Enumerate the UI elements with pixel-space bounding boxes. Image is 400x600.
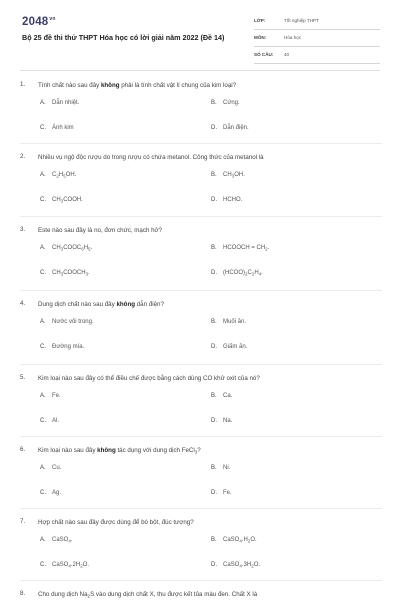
option-letter: C. bbox=[40, 197, 46, 203]
option-text: $CH_3COOH$. bbox=[52, 197, 83, 204]
question-text: Dung dịch chất nào sau đây không dẫn điện? bbox=[38, 301, 164, 308]
question-separator bbox=[20, 290, 382, 291]
header-divider bbox=[20, 70, 380, 71]
option-text: Cu. bbox=[52, 465, 62, 471]
option-letter: B. bbox=[211, 537, 217, 543]
answer-option[interactable] bbox=[40, 465, 61, 471]
answer-option[interactable] bbox=[40, 393, 61, 399]
answer-option[interactable] bbox=[40, 245, 92, 252]
option-letter: B. bbox=[211, 319, 217, 325]
option-text: $CH_3OH$. bbox=[223, 172, 245, 179]
question-separator bbox=[20, 143, 382, 144]
answer-option[interactable] bbox=[211, 393, 232, 399]
question-item bbox=[20, 518, 382, 588]
answer-option[interactable] bbox=[40, 537, 73, 544]
question-separator bbox=[20, 364, 382, 365]
answer-option[interactable] bbox=[211, 418, 232, 424]
option-letter: C. bbox=[40, 270, 46, 276]
option-letter: D. bbox=[211, 562, 217, 568]
option-letter: D. bbox=[211, 490, 217, 496]
option-text: Giấm ăn. bbox=[223, 344, 248, 350]
option-letter: A. bbox=[40, 465, 46, 471]
option-text: Na. bbox=[223, 418, 233, 424]
question-item bbox=[20, 226, 382, 296]
option-letter: A. bbox=[40, 393, 46, 399]
question-number: 6. bbox=[20, 446, 26, 453]
option-text: Dẫn điện. bbox=[223, 125, 249, 131]
logo-suffix: vn bbox=[49, 16, 56, 22]
option-text: $CaSO_4.2H_2O$. bbox=[52, 562, 90, 569]
option-letter: D. bbox=[211, 125, 217, 131]
question-item bbox=[20, 374, 382, 444]
option-letter: B. bbox=[211, 172, 217, 178]
answer-option[interactable] bbox=[40, 562, 89, 569]
question-text: Hợp chất nào sau đây được dùng để bó bột, đúc tượng? bbox=[38, 519, 194, 526]
question-text: Nhiều vụ ngộ độc rượu do trong rượu có chứa metanol. Công thức của metanol là bbox=[38, 154, 264, 161]
question-number: 7. bbox=[20, 518, 26, 525]
answer-option[interactable] bbox=[40, 125, 74, 131]
meta-label: LỚP: bbox=[254, 18, 266, 23]
answer-option[interactable] bbox=[40, 319, 94, 325]
site-logo[interactable] bbox=[22, 16, 56, 28]
question-number: 8. bbox=[20, 590, 26, 597]
option-letter: B. bbox=[211, 245, 217, 251]
option-text: Nước vôi trong. bbox=[52, 319, 94, 325]
meta-row-count bbox=[254, 48, 380, 64]
answer-option[interactable] bbox=[40, 270, 90, 277]
answer-option[interactable] bbox=[211, 465, 230, 471]
answer-option[interactable] bbox=[211, 270, 263, 277]
question-item bbox=[20, 81, 382, 151]
option-letter: C. bbox=[40, 418, 46, 424]
meta-label: MÔN: bbox=[254, 35, 267, 40]
document-meta bbox=[254, 14, 380, 64]
option-text: Cứng. bbox=[223, 100, 240, 106]
meta-label: SỐ CÂU: bbox=[254, 52, 274, 57]
option-text: Fe. bbox=[223, 490, 232, 496]
question-item bbox=[20, 153, 382, 223]
option-letter: B. bbox=[211, 100, 217, 106]
question-text: Cho dung dịch $Na_2S$ vào dung dịch chất X, thu được kết tủa màu đen. Chất X là bbox=[38, 591, 258, 599]
question-text: Tính chất nào sau đây không phải là tính chất vật lí chung của kim loại? bbox=[38, 82, 237, 89]
question-number: 5. bbox=[20, 374, 26, 381]
answer-option[interactable] bbox=[211, 125, 249, 131]
document-title: Bộ 25 đề thi thử THPT Hóa học có lời giải năm 2022 (Đề 14) bbox=[22, 33, 225, 42]
option-letter: B. bbox=[211, 393, 217, 399]
option-letter: D. bbox=[211, 270, 217, 276]
question-item bbox=[20, 300, 382, 370]
answer-option[interactable] bbox=[211, 100, 240, 106]
option-letter: C. bbox=[40, 490, 46, 496]
meta-value: Tốt nghiệp THPT bbox=[284, 18, 319, 23]
option-letter: A. bbox=[40, 172, 46, 178]
option-letter: C. bbox=[40, 562, 46, 568]
answer-option[interactable] bbox=[211, 319, 246, 325]
answer-option[interactable] bbox=[40, 172, 76, 179]
question-text: Kim loại nào sau đây không tác dụng với dung dịch FeCl$_3$? bbox=[38, 447, 201, 455]
answer-option[interactable] bbox=[211, 562, 260, 569]
option-letter: A. bbox=[40, 319, 46, 325]
meta-value: 40 bbox=[284, 52, 290, 57]
question-number: 2. bbox=[20, 153, 26, 160]
question-separator bbox=[20, 436, 382, 437]
option-letter: A. bbox=[40, 537, 46, 543]
meta-row-class bbox=[254, 14, 380, 30]
question-separator bbox=[20, 216, 382, 217]
option-letter: A. bbox=[40, 245, 46, 251]
option-text: $CaSO_4.3H_2O$. bbox=[223, 562, 261, 569]
logo-text: 2048 bbox=[22, 16, 49, 28]
option-text: CaSO$_4$. bbox=[52, 537, 73, 544]
answer-option[interactable] bbox=[40, 418, 59, 424]
option-text: Fe. bbox=[52, 393, 61, 399]
option-text: Muối ăn. bbox=[223, 319, 247, 325]
question-number: 3. bbox=[20, 226, 26, 233]
option-text: $CH_3COOCH_3$. bbox=[52, 270, 90, 277]
option-letter: D. bbox=[211, 344, 217, 350]
meta-row-subject bbox=[254, 31, 380, 47]
question-number: 4. bbox=[20, 300, 26, 307]
option-letter: C. bbox=[40, 344, 46, 350]
option-text: Ni. bbox=[223, 465, 231, 471]
question-separator bbox=[20, 508, 382, 509]
question-separator bbox=[20, 580, 382, 581]
answer-option[interactable] bbox=[211, 197, 242, 203]
question-text: Kim loại nào sau đây có thể điều chế được bằng cách dùng CO khử oxit của nó? bbox=[38, 375, 260, 382]
option-letter: C. bbox=[40, 125, 46, 131]
question-item bbox=[20, 590, 382, 600]
answer-option[interactable] bbox=[211, 537, 257, 544]
option-text: Đường mía. bbox=[52, 344, 85, 350]
option-text: Ag. bbox=[52, 490, 62, 496]
option-letter: B. bbox=[211, 465, 217, 471]
option-text: HCOOCH = $CH_2$. bbox=[223, 245, 270, 252]
answer-option[interactable] bbox=[40, 344, 84, 350]
option-text: Ca. bbox=[223, 393, 233, 399]
option-text: HCHO. bbox=[223, 197, 243, 203]
option-text: Dẫn nhiệt. bbox=[52, 100, 80, 106]
option-text: $(HCOO)_2C_2H_4$. bbox=[223, 270, 263, 277]
question-number: 1. bbox=[20, 81, 26, 88]
option-letter: A. bbox=[40, 100, 46, 106]
option-text: Ánh kim bbox=[52, 125, 74, 131]
option-text: $CH_3COOC_6H_5$. bbox=[52, 245, 93, 252]
answer-option[interactable] bbox=[40, 197, 83, 204]
answer-option[interactable] bbox=[211, 344, 247, 350]
answer-option[interactable] bbox=[40, 490, 61, 496]
answer-option[interactable] bbox=[40, 100, 79, 106]
meta-value: Hóa học bbox=[284, 35, 302, 40]
option-text: $CaSO_4.H_2O$. bbox=[223, 537, 257, 544]
answer-option[interactable] bbox=[211, 245, 269, 252]
question-text: Este nào sau đây là no, đơn chức, mạch hở? bbox=[38, 227, 163, 234]
answer-option[interactable] bbox=[211, 490, 232, 496]
option-text: Al. bbox=[52, 418, 60, 424]
option-letter: D. bbox=[211, 418, 217, 424]
option-text: $C_2H_5OH$. bbox=[52, 172, 77, 179]
question-item bbox=[20, 446, 382, 516]
option-letter: D. bbox=[211, 197, 217, 203]
answer-option[interactable] bbox=[211, 172, 245, 179]
